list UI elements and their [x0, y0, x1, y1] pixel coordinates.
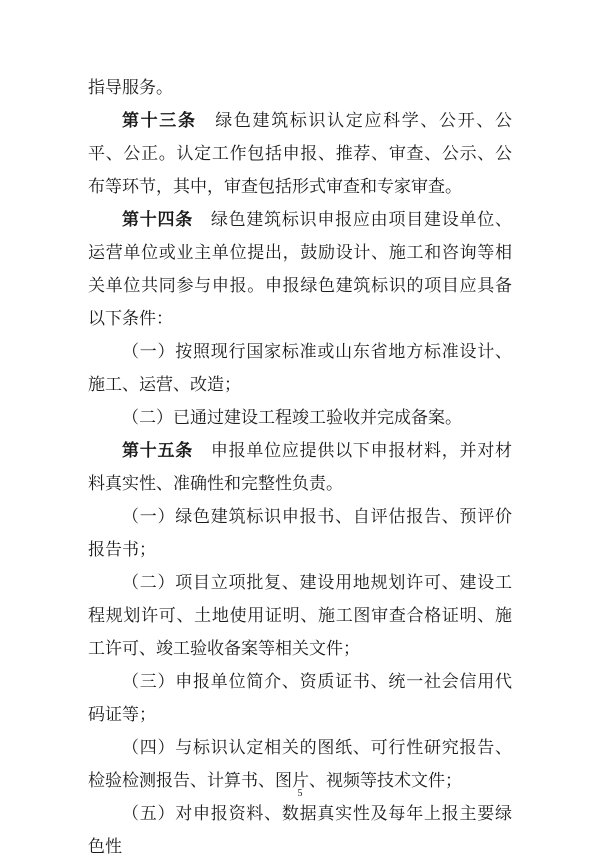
paragraph-text: （二）项目立项批复、建设用地规划许可、建设工程规划许可、土地使用证明、施工图审查合格证明、施工许可、竣工验收备案等相关文件； — [88, 573, 512, 659]
list-item — [88, 567, 512, 666]
page-number: 5 — [297, 788, 303, 799]
article-heading: 第十三条 — [122, 111, 197, 131]
paragraph-text: （三）申报单位简介、资质证书、统一社会信用代码证等； — [88, 672, 512, 725]
list-item — [88, 402, 512, 435]
article-heading: 第十五条 — [122, 441, 194, 461]
paragraph-text: 绿色建筑标识认定应科学、公开、公平、公正。认定工作包括申报、推荐、审查、公示、公布等环节，其中，审查包括形式审查和专家审查。 — [88, 111, 513, 197]
paragraph-text: （一）按照现行国家标准或山东省地方标准设计、施工、运营、改造； — [88, 342, 512, 395]
paragraph-article-14 — [88, 204, 512, 336]
paragraph-0 — [88, 72, 512, 105]
paragraph-text: （四）与标识认定相关的图纸、可行性研究报告、检验检测报告、计算书、图片、视频等技术文件； — [88, 738, 512, 791]
paragraph-text: （二）已通过建设工程竣工验收并完成备案。 — [122, 408, 462, 428]
list-item — [88, 336, 512, 402]
list-item — [88, 501, 512, 567]
paragraph-text: 指导服务。 — [88, 78, 173, 98]
list-item — [88, 798, 512, 864]
paragraph-article-13 — [88, 105, 512, 204]
paragraph-text: （五）对申报资料、数据真实性及每年上报主要绿色性 — [88, 804, 512, 857]
document-body — [88, 72, 512, 864]
paragraph-text: 绿色建筑标识申报应由项目建设单位、运营单位或业主单位提出，鼓励设计、施工和咨询等相关单位共同参与申报。申报绿色建筑标识的项目应具备以下条件： — [88, 210, 513, 329]
paragraph-text: 申报单位应提供以下申报材料，并对材料真实性、准确性和完整性负责。 — [88, 441, 513, 494]
list-item — [88, 666, 512, 732]
paragraph-article-15 — [88, 435, 512, 501]
paragraph-text: （一）绿色建筑标识申报书、自评估报告、预评价报告书； — [88, 507, 512, 560]
article-heading: 第十四条 — [122, 210, 194, 230]
